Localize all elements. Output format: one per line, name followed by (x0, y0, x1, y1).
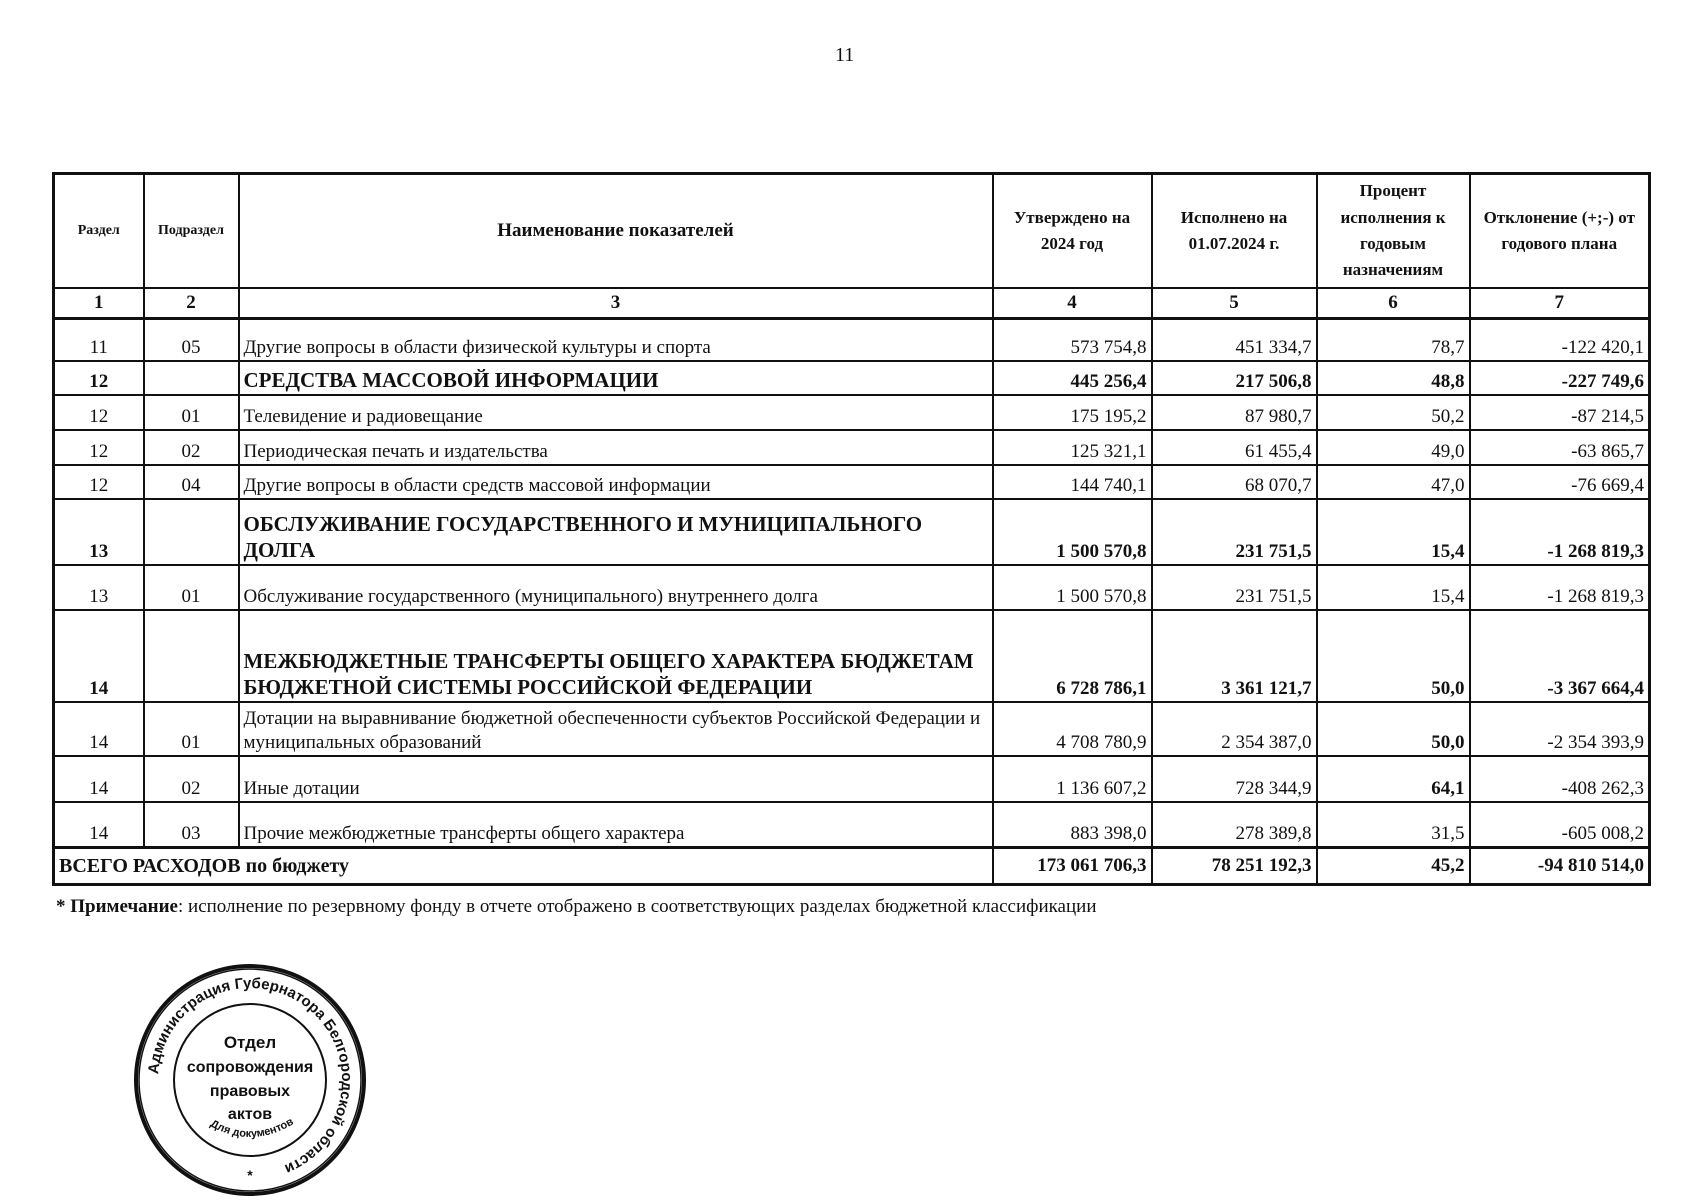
cell-deviation: -1 268 819,3 (1470, 565, 1650, 610)
table-row (54, 319, 1650, 361)
cell-subsection: 01 (144, 565, 239, 610)
cell-section: 12 (54, 395, 144, 430)
seal-bottom-text: Для документов (208, 1115, 296, 1141)
header-section: Раздел (54, 174, 144, 289)
cell-subsection: 01 (144, 395, 239, 430)
cell-percent: 47,0 (1317, 465, 1470, 499)
cell-deviation: -63 865,7 (1470, 430, 1650, 465)
footnote-label: Примечание (70, 896, 178, 917)
footnote-text: : исполнение по резервному фонду в отчете отображено в соответствующих разделах бюджетной классификации (178, 896, 1097, 917)
cell-approved: 125 321,1 (993, 430, 1152, 465)
cell-approved: 1 136 607,2 (993, 756, 1152, 802)
cell-percent: 50,2 (1317, 395, 1470, 430)
cell-deviation: -87 214,5 (1470, 395, 1650, 430)
table-row (54, 756, 1650, 802)
cell-section: 11 (54, 319, 144, 361)
cell-section: 12 (54, 361, 144, 395)
header-percent: Процент исполнения к годовым назначениям (1317, 174, 1470, 289)
budget-table (52, 172, 1651, 886)
cell-executed: 2 354 387,0 (1152, 702, 1317, 756)
seal-inner-line: актов (227, 1106, 273, 1123)
cell-approved: 445 256,4 (993, 361, 1152, 395)
seal-inner-line: правовых (209, 1083, 291, 1100)
column-number: 1 (54, 288, 144, 319)
table-row (54, 430, 1650, 465)
table-row (54, 610, 1650, 702)
cell-deviation: -76 669,4 (1470, 465, 1650, 499)
cell-executed: 728 344,9 (1152, 756, 1317, 802)
cell-name: Иные дотации (239, 756, 993, 802)
cell-approved: 4 708 780,9 (993, 702, 1152, 756)
cell-subsection: 01 (144, 702, 239, 756)
seal-inner-line: сопровождения (186, 1059, 314, 1076)
total-deviation: -94 810 514,0 (1470, 848, 1650, 885)
cell-section: 14 (54, 756, 144, 802)
cell-subsection: 02 (144, 756, 239, 802)
cell-percent: 50,0 (1317, 702, 1470, 756)
table-row (54, 361, 1650, 395)
column-number: 6 (1317, 288, 1470, 319)
cell-subsection (144, 499, 239, 565)
cell-approved: 144 740,1 (993, 465, 1152, 499)
table-row (54, 499, 1650, 565)
cell-deviation: -2 354 393,9 (1470, 702, 1650, 756)
cell-section: 12 (54, 430, 144, 465)
table-row (54, 395, 1650, 430)
cell-percent: 48,8 (1317, 361, 1470, 395)
cell-percent: 49,0 (1317, 430, 1470, 465)
table-header-row (54, 174, 1650, 289)
cell-name: ОБСЛУЖИВАНИЕ ГОСУДАРСТВЕННОГО И МУНИЦИПАЛЬНОГО ДОЛГА (239, 499, 993, 565)
total-row (54, 848, 1650, 885)
seal-ring-text: Администрация Губернатора Белгородской области (145, 974, 356, 1178)
cell-percent: 15,4 (1317, 499, 1470, 565)
cell-deviation: -122 420,1 (1470, 319, 1650, 361)
total-approved: 173 061 706,3 (993, 848, 1152, 885)
cell-approved: 1 500 570,8 (993, 565, 1152, 610)
header-subsection: Подраздел (144, 174, 239, 289)
column-number: 4 (993, 288, 1152, 319)
cell-section: 13 (54, 565, 144, 610)
total-label: ВСЕГО РАСХОДОВ по бюджету (54, 848, 993, 885)
cell-subsection: 02 (144, 430, 239, 465)
column-number: 3 (239, 288, 993, 319)
cell-percent: 50,0 (1317, 610, 1470, 702)
table-row (54, 702, 1650, 756)
column-number-row (54, 288, 1650, 319)
seal-star: * (247, 1167, 253, 1183)
cell-subsection: 03 (144, 802, 239, 848)
cell-approved: 883 398,0 (993, 802, 1152, 848)
cell-percent: 64,1 (1317, 756, 1470, 802)
cell-subsection: 05 (144, 319, 239, 361)
cell-approved: 573 754,8 (993, 319, 1152, 361)
footnote (56, 896, 1097, 918)
cell-subsection (144, 361, 239, 395)
total-executed: 78 251 192,3 (1152, 848, 1317, 885)
cell-name: Прочие межбюджетные трансферты общего характера (239, 802, 993, 848)
cell-section: 14 (54, 802, 144, 848)
cell-executed: 87 980,7 (1152, 395, 1317, 430)
cell-percent: 78,7 (1317, 319, 1470, 361)
table-row (54, 565, 1650, 610)
column-number: 2 (144, 288, 239, 319)
footnote-prefix: * (56, 896, 71, 917)
cell-name: Другие вопросы в области физической культуры и спорта (239, 319, 993, 361)
cell-name: Периодическая печать и издательства (239, 430, 993, 465)
header-name: Наименование показателей (239, 174, 993, 289)
cell-section: 14 (54, 702, 144, 756)
cell-name: Дотации на выравнивание бюджетной обеспеченности субъектов Российской Федерации и муниципальных образований (239, 702, 993, 756)
table-row (54, 802, 1650, 848)
cell-subsection (144, 610, 239, 702)
header-executed: Исполнено на 01.07.2024 г. (1152, 174, 1317, 289)
seal-inner-line: Отдел (223, 1033, 277, 1052)
cell-executed: 3 361 121,7 (1152, 610, 1317, 702)
seal-outer-ring-inner (139, 969, 361, 1191)
table-row (54, 465, 1650, 499)
cell-deviation: -408 262,3 (1470, 756, 1650, 802)
cell-name: Другие вопросы в области средств массовой информации (239, 465, 993, 499)
cell-name: МЕЖБЮДЖЕТНЫЕ ТРАНСФЕРТЫ ОБЩЕГО ХАРАКТЕРА БЮДЖЕТАМ БЮДЖЕТНОЙ СИСТЕМЫ РОССИЙСКОЙ ФЕДЕРАЦИИ (239, 610, 993, 702)
column-number: 7 (1470, 288, 1650, 319)
cell-approved: 1 500 570,8 (993, 499, 1152, 565)
cell-deviation: -1 268 819,3 (1470, 499, 1650, 565)
cell-executed: 68 070,7 (1152, 465, 1317, 499)
page-number: 11 (835, 44, 855, 66)
cell-percent: 15,4 (1317, 565, 1470, 610)
cell-executed: 278 389,8 (1152, 802, 1317, 848)
header-deviation: Отклонение (+;-) от годового плана (1470, 174, 1650, 289)
cell-executed: 451 334,7 (1152, 319, 1317, 361)
cell-name: Телевидение и радиовещание (239, 395, 993, 430)
cell-approved: 175 195,2 (993, 395, 1152, 430)
header-approved: Утверждено на 2024 год (993, 174, 1152, 289)
cell-deviation: -227 749,6 (1470, 361, 1650, 395)
cell-executed: 231 751,5 (1152, 565, 1317, 610)
cell-subsection: 04 (144, 465, 239, 499)
cell-executed: 61 455,4 (1152, 430, 1317, 465)
cell-approved: 6 728 786,1 (993, 610, 1152, 702)
cell-section: 12 (54, 465, 144, 499)
cell-section: 14 (54, 610, 144, 702)
seal-outer-ring (136, 966, 364, 1194)
cell-executed: 231 751,5 (1152, 499, 1317, 565)
cell-name: Обслуживание государственного (муниципального) внутреннего долга (239, 565, 993, 610)
cell-section: 13 (54, 499, 144, 565)
cell-deviation: -605 008,2 (1470, 802, 1650, 848)
total-percent: 45,2 (1317, 848, 1470, 885)
cell-deviation: -3 367 664,4 (1470, 610, 1650, 702)
cell-executed: 217 506,8 (1152, 361, 1317, 395)
column-number: 5 (1152, 288, 1317, 319)
cell-percent: 31,5 (1317, 802, 1470, 848)
official-seal (132, 962, 368, 1198)
cell-name: СРЕДСТВА МАССОВОЙ ИНФОРМАЦИИ (239, 361, 993, 395)
